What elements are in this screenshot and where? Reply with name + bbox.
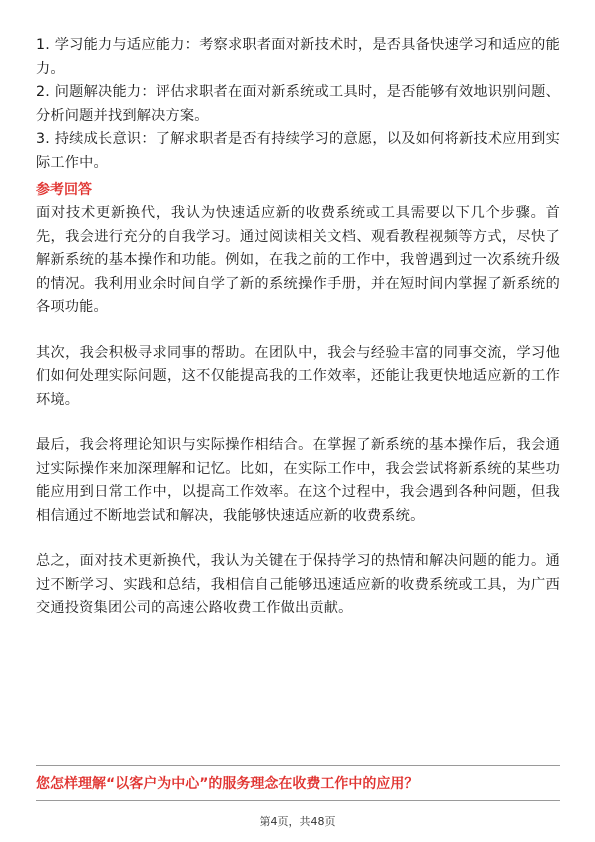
page-content	[36, 34, 560, 621]
criteria-item-3: 3. 持续成长意识：了解求职者是否有持续学习的意愿，以及如何将新技术应用到实际工作中。	[36, 131, 560, 171]
paragraph-gap	[36, 320, 560, 342]
next-question-heading: 您怎样理解“以客户为中心”的服务理念在收费工作中的应用？	[36, 776, 419, 792]
criteria-item-2: 2. 问题解决能力：评估求职者在面对新系统或工具时，是否能够有效地识别问题、分析问题并找到解决方案。	[36, 84, 560, 124]
answer-paragraph-2: 其次，我会积极寻求同事的帮助。在团队中，我会与经验丰富的同事交流，学习他们如何处理实际问题，这不仅能提高我的工作效率，还能让我更快地适应新的工作环境。	[36, 344, 560, 408]
answer-heading: 参考回答	[36, 182, 92, 198]
paragraph-gap	[36, 528, 560, 550]
page-number: 第4页，共48页	[259, 815, 336, 828]
answer-paragraph-3: 最后，我会将理论知识与实际操作相结合。在掌握了新系统的基本操作后，我会通过实际操作来加深理解和记忆。比如，在实际工作中，我会尝试将新系统的某些功能应用到日常工作中，以提高工作效率。在这个过程中，我会遇到各种问题，但我相信通过不断地尝试和解决，我能够快速适应新的收费系统。	[36, 437, 560, 524]
question-divider-bottom	[36, 800, 560, 801]
answer-paragraph-4: 总之，面对技术更新换代，我认为关键在于保持学习的热情和解决问题的能力。通过不断学习、实践和总结，我相信自己能够迅速适应新的收费系统或工具，为广西交通投资集团公司的高速公路收费工作做出贡献。	[36, 553, 560, 616]
paragraph-gap	[36, 412, 560, 434]
question-divider-top	[36, 765, 560, 766]
criteria-item-1: 1. 学习能力与适应能力：考察求职者面对新技术时，是否具备快速学习和适应的能力。	[36, 37, 560, 77]
answer-paragraph-1: 面对技术更新换代，我认为快速适应新的收费系统或工具需要以下几个步骤。首先，我会进行充分的自我学习。通过阅读相关文档、观看教程视频等方式，尽快了解新系统的基本操作和功能。例如，在我之前的工作中，我曾遇到过一次系统升级的情况。我利用业余时间自学了新的系统操作手册，并在短时间内掌握了新系统的各项功能。	[36, 205, 560, 315]
